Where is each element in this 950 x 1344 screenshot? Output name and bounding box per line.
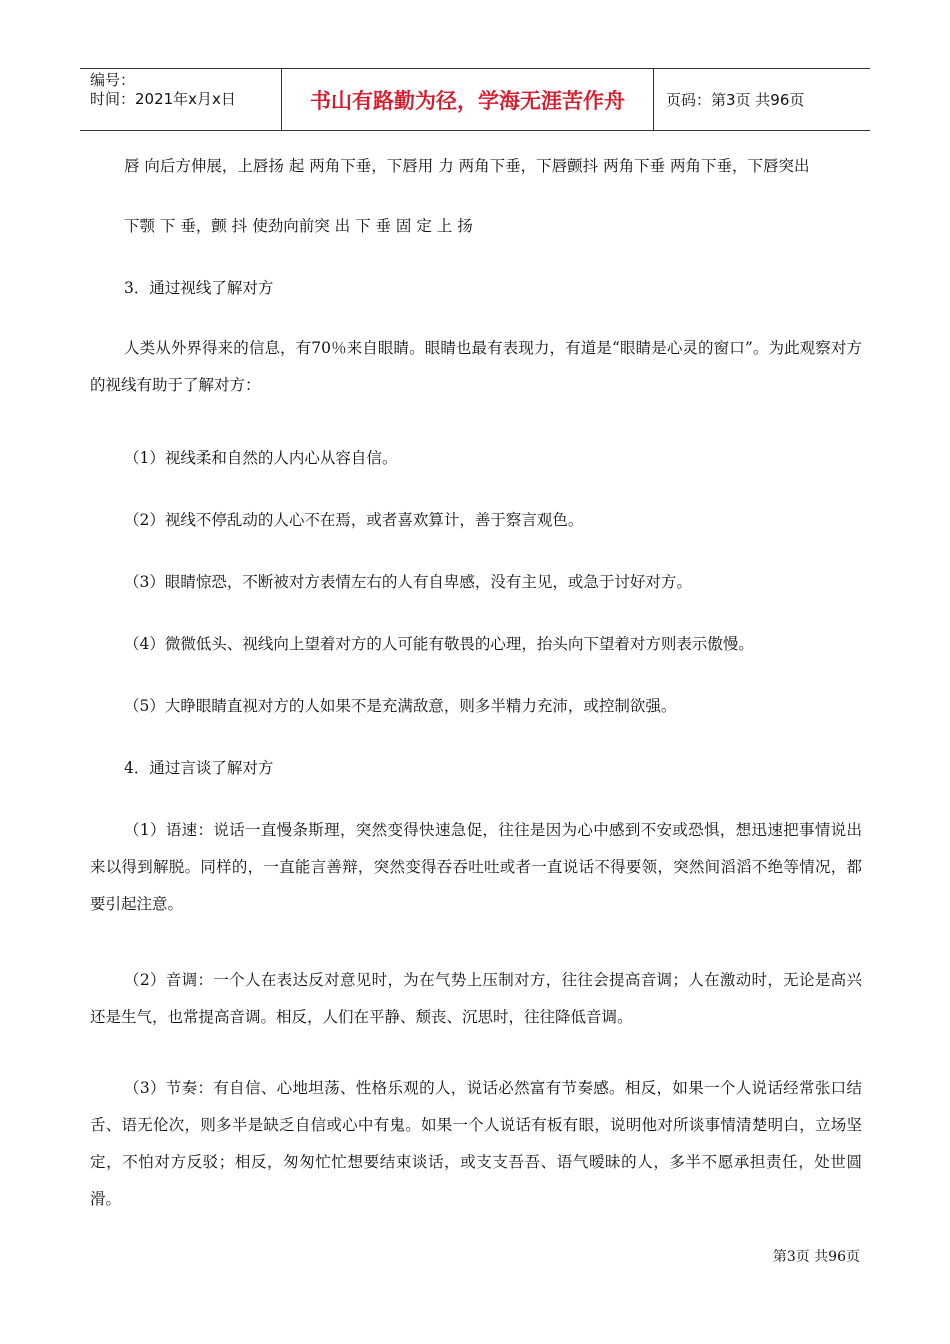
header-page-cell [654,69,870,130]
heading-4: 4．通过言谈了解对方 [124,759,274,777]
eye-item-2: （2）视线不停乱动的人心不在焉，或者喜欢算计，善于察言观色。 [124,511,584,529]
talk-item-3: （3）节奏：有自信、心地坦荡、性格乐观的人，说话必然富有节奏感。相反，如果一个人说话经常张口结舌、语无伦次，则多半是缺乏自信或心中有鬼。如果一个人说话有板有眼，说明他对所谈事情清楚明白，立场坚定，不怕对方反驳；相反，匆匆忙忙想要结束谈话，或支支吾吾、语气暧昧的人，多半不愿承担责任，处世圆滑。 [90,1079,862,1208]
paragraph-eyes: 人类从外界得来的信息，有70％来自眼睛。眼睛也最有表现力，有道是“眼睛是心灵的窗口”。为此观察对方的视线有助于了解对方： [90,339,862,394]
heading-3: 3．通过视线了解对方 [124,279,274,297]
date-label: 时间：2021年x月x日 [90,90,236,108]
eye-item-4: （4）微微低头、视线向上望着对方的人可能有敬畏的心理，抬头向下望着对方则表示傲慢。 [124,635,754,653]
eye-item-1: （1）视线柔和自然的人内心从容自信。 [124,449,398,467]
header-page-info: 页码：第3页 共96页 [666,91,805,109]
eye-item-5: （5）大睁眼睛直视对方的人如果不是充满敌意，则多半精力充沛，或控制欲强。 [124,697,677,715]
talk-item-2: （2）音调：一个人在表达反对意见时，为在气势上压制对方，往往会提高音调；人在激动时，无论是高兴还是生气，也常提高音调。相反，人们在平静、颓丧、沉思时，往往降低音调。 [90,971,862,1026]
header-meta-cell [80,69,282,130]
header-motto-cell [282,69,654,130]
body-line-1: 唇 向后方伸展，上唇扬 起 两角下垂，下唇用 力 两角下垂，下唇颤抖 两角下垂 两角下垂，下唇突出 [124,157,810,175]
talk-item-1: （1）语速：说话一直慢条斯理，突然变得快速急促，往往是因为心中感到不安或恐惧，想迅速把事情说出来以得到解脱。同样的，一直能言善辩，突然变得吞吞吐吐或者一直说话不得要领，突然间滔滔不绝等情况，都要引起注意。 [90,821,862,913]
motto-text: 书山有路勤为径，学海无涯苦作舟 [310,88,625,113]
document-header [80,68,870,131]
eye-item-3: （3）眼睛惊恐，不断被对方表情左右的人有自卑感，没有主见，或急于讨好对方。 [124,573,692,591]
body-line-2: 下颚 下 垂，颤 抖 使劲向前突 出 下 垂 固 定 上 扬 [124,217,473,235]
footer-page-info: 第3页 共96页 [772,1249,860,1265]
number-label: 编号： [90,71,136,89]
